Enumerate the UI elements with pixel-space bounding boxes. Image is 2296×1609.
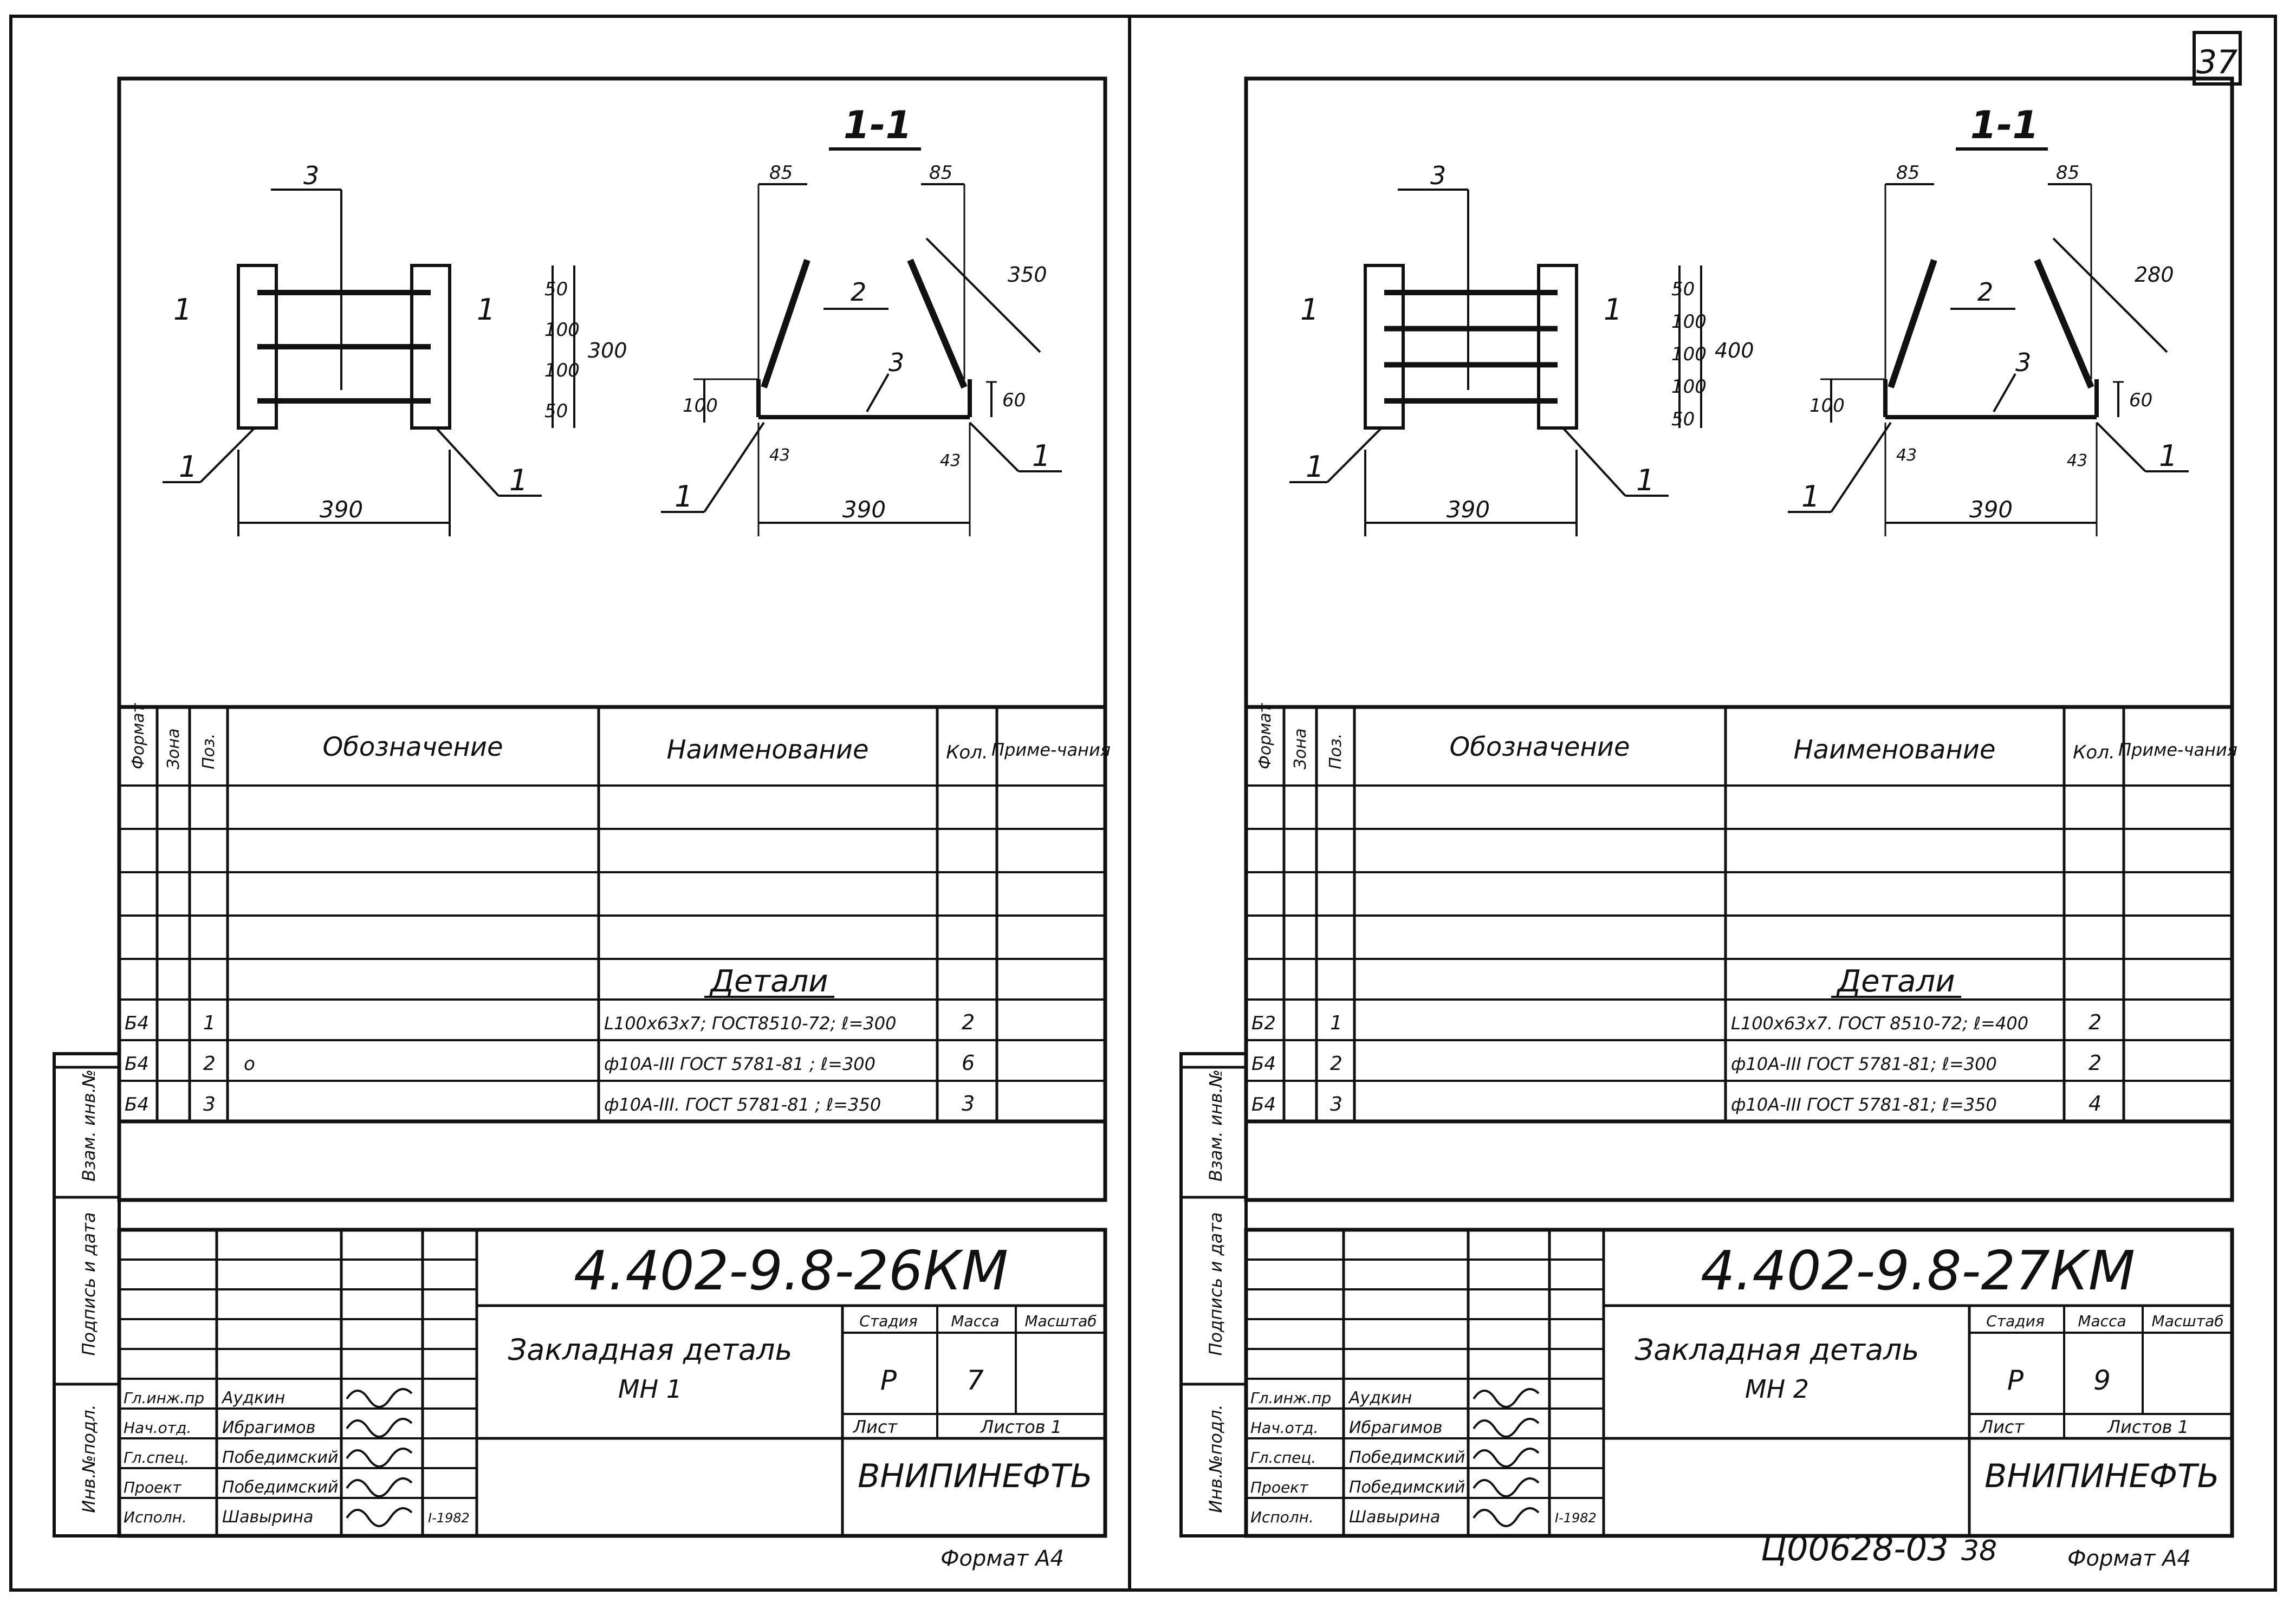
date-value: I-1982	[428, 1510, 470, 1526]
leader-line	[436, 428, 498, 496]
role-label: Исполн.	[1250, 1508, 1314, 1526]
format-note: Формат А4	[941, 1546, 1064, 1571]
document-code: 4.402-9.8-27КМ	[1700, 1239, 2136, 1302]
row-qty: 2	[962, 1010, 975, 1034]
header-pos: Поз.	[1326, 733, 1345, 769]
signer-name: Победимский	[222, 1448, 339, 1467]
row-name: ф10А-III ГОСТ 5781-81; ℓ=300	[1731, 1054, 1997, 1074]
row-format: Б2	[1251, 1013, 1276, 1034]
stage-header: Стадия	[1986, 1312, 2045, 1330]
role-label: Гл.спец.	[124, 1449, 190, 1467]
row-name: ф10А-III. ГОСТ 5781-81 ; ℓ=350	[604, 1094, 881, 1115]
signature	[347, 1389, 412, 1407]
signature	[347, 1478, 412, 1496]
title-line-1: Закладная деталь	[1635, 1333, 1919, 1367]
signature	[1474, 1419, 1539, 1437]
role-label: Проект	[124, 1478, 181, 1496]
leader-line	[200, 428, 255, 482]
role-label: Гл.инж.пр	[124, 1389, 205, 1407]
row-name: ф10А-III ГОСТ 5781-81; ℓ=350	[1731, 1094, 1997, 1115]
signature	[347, 1419, 412, 1437]
row-qty: 2	[2089, 1010, 2102, 1034]
signer-name: Шавырина	[1349, 1508, 1441, 1527]
row-name: L100x63x7; ГОСТ8510-72; ℓ=300	[604, 1013, 897, 1034]
section-dim: 85	[769, 162, 793, 184]
organization: ВНИПИНЕФТЬ	[1984, 1457, 2220, 1495]
plan-pos-label: 3	[303, 161, 320, 190]
header-zone: Зона	[1291, 728, 1310, 769]
scale-header: Масштаб	[1024, 1312, 1097, 1330]
plan-dim: 100	[1671, 376, 1707, 398]
section-dim: 100	[1809, 395, 1845, 417]
leader-line	[1831, 423, 1891, 512]
role-label: Проект	[1250, 1478, 1308, 1496]
bottom-page: 38	[1961, 1535, 1997, 1567]
role-label: Исполн.	[124, 1508, 187, 1526]
leader-label: 1	[509, 463, 528, 497]
plan-dim: 100	[544, 319, 580, 341]
row-pos: 1	[203, 1012, 216, 1034]
section-diag-dim: 280	[2135, 263, 2174, 287]
mass-header: Масса	[2078, 1312, 2126, 1330]
section-dim: 60	[2129, 390, 2153, 411]
role-label: Нач.отд.	[1250, 1419, 1319, 1437]
row-qty: 6	[962, 1051, 975, 1075]
header-name: Наименование	[666, 735, 869, 765]
row-qty: 3	[962, 1092, 975, 1115]
header-qty: Кол.	[946, 742, 988, 763]
header-designation: Обозначение	[1449, 732, 1630, 762]
plan-width-dim: 390	[1446, 496, 1490, 523]
scale-header: Масштаб	[2151, 1312, 2224, 1330]
cut-label: 1	[1604, 293, 1623, 327]
signer-name: Аудкин	[1349, 1389, 1412, 1407]
plan-dim: 50	[1671, 408, 1695, 430]
row-designation: о	[244, 1053, 255, 1075]
bar-2-right	[910, 260, 964, 387]
row-qty: 4	[2089, 1092, 2102, 1115]
plan-dim: 50	[544, 400, 568, 422]
row-qty: 2	[2089, 1051, 2102, 1075]
header-name: Наименование	[1793, 735, 1996, 765]
leader-label: 1	[1636, 463, 1655, 497]
signature	[1474, 1389, 1539, 1407]
bar-2-left	[1891, 260, 1934, 387]
section-dim: 85	[1896, 162, 1920, 184]
header-note: Приме-чания	[991, 739, 1111, 760]
row-pos: 2	[1330, 1053, 1342, 1075]
page-number: 37	[2196, 43, 2238, 81]
leader-label: 1	[1032, 439, 1051, 473]
section-bar3-label: 3	[888, 348, 905, 377]
format-note: Формат А4	[2067, 1546, 2191, 1571]
side-label: Взам. инв.№	[79, 1069, 99, 1182]
bar-2-left	[764, 260, 807, 387]
signer-name: Шавырина	[222, 1508, 314, 1527]
sheet-header: Лист	[853, 1417, 898, 1437]
side-label: Инв.№подл.	[79, 1404, 99, 1513]
row-pos: 3	[1330, 1093, 1342, 1115]
side-label: Инв.№подл.	[1205, 1404, 1226, 1513]
stage-value: Р	[880, 1365, 897, 1396]
signature	[347, 1508, 412, 1526]
plan-dim: 100	[544, 360, 580, 381]
leader-line	[867, 374, 888, 412]
mass-value: 9	[2093, 1365, 2111, 1396]
spec-section-label: Детали	[1837, 964, 1955, 999]
section-label: 1-1	[1970, 103, 2039, 147]
signer-name: Победимский	[222, 1478, 339, 1497]
title-line-1: Закладная деталь	[508, 1333, 793, 1367]
section-dim: 43	[2067, 451, 2088, 470]
title-line-2: МН 2	[1744, 1374, 1809, 1404]
section-dim: 85	[929, 162, 953, 184]
section-label: 1-1	[843, 103, 912, 147]
leader-label: 1	[2159, 439, 2178, 473]
mass-header: Масса	[951, 1312, 1000, 1330]
row-format: Б4	[125, 1053, 149, 1075]
plan-dim: 50	[544, 278, 568, 300]
leader-label: 1	[1801, 479, 1820, 514]
plan-total-dim: 400	[1715, 339, 1754, 362]
section-dim: 100	[683, 395, 718, 417]
side-label: Подпись и дата	[1205, 1212, 1226, 1356]
section-dim: 85	[2056, 162, 2080, 184]
plan-dim: 100	[1671, 311, 1707, 333]
section-bar2-label: 2	[1977, 277, 1994, 307]
section-bar3-label: 3	[2015, 348, 2032, 377]
header-format: Формат	[129, 703, 148, 769]
section-diag-dim: 350	[1008, 263, 1047, 287]
sheet-left	[54, 79, 1111, 1571]
side-label: Подпись и дата	[79, 1212, 99, 1356]
row-pos: 3	[203, 1093, 216, 1115]
leader-line	[1327, 428, 1382, 482]
signature	[1474, 1478, 1539, 1496]
side-label: Взам. инв.№	[1205, 1069, 1226, 1182]
header-format: Формат	[1256, 703, 1275, 769]
sheets-header: Листов 1	[2107, 1417, 2189, 1437]
section-width-dim: 390	[1969, 496, 2013, 523]
signer-name: Победимский	[1349, 1448, 1465, 1467]
plan-dim: 50	[1671, 278, 1695, 300]
leader-line	[1994, 374, 2015, 412]
header-zone: Зона	[164, 728, 183, 769]
plan-pos-label: 3	[1430, 161, 1447, 190]
leader-line	[704, 423, 764, 512]
signer-name: Ибрагимов	[1349, 1418, 1443, 1437]
header-note: Приме-чания	[2118, 739, 2238, 760]
date-value: I-1982	[1555, 1510, 1597, 1526]
plan-dim: 100	[1671, 343, 1707, 365]
row-format: Б4	[1251, 1053, 1276, 1075]
role-label: Гл.инж.пр	[1250, 1389, 1332, 1407]
row-name: L100x63x7. ГОСТ 8510-72; ℓ=400	[1731, 1013, 2029, 1034]
section-dim: 43	[769, 446, 790, 465]
cut-label: 1	[1300, 293, 1319, 327]
section-dim: 43	[940, 451, 961, 470]
row-name: ф10А-III ГОСТ 5781-81 ; ℓ=300	[604, 1054, 876, 1074]
leader-label: 1	[1306, 450, 1325, 484]
section-bar2-label: 2	[851, 277, 867, 307]
bar-2-right	[2037, 260, 2091, 387]
row-pos: 2	[203, 1053, 216, 1075]
role-label: Нач.отд.	[124, 1419, 192, 1437]
header-qty: Кол.	[2073, 742, 2115, 763]
leader-line	[2097, 423, 2145, 471]
plan-total-dim: 300	[588, 339, 627, 362]
header-designation: Обозначение	[322, 732, 503, 762]
cut-label: 1	[477, 293, 496, 327]
document-code: 4.402-9.8-26КМ	[573, 1239, 1009, 1302]
sheet-header: Лист	[1980, 1417, 2025, 1437]
signer-name: Ибрагимов	[222, 1418, 316, 1437]
leader-label: 1	[179, 450, 198, 484]
sheets-header: Листов 1	[980, 1417, 1062, 1437]
leader-line	[970, 423, 1019, 471]
row-format: Б4	[125, 1013, 149, 1034]
section-dim: 60	[1002, 390, 1026, 411]
leader-line	[1563, 428, 1625, 496]
stage-value: Р	[2007, 1365, 2024, 1396]
row-pos: 1	[1330, 1012, 1342, 1034]
spec-section-label: Детали	[710, 964, 828, 999]
row-format: Б4	[1251, 1094, 1276, 1115]
signature	[1474, 1508, 1539, 1526]
bottom-code: Ц00628-03	[1761, 1529, 1949, 1568]
title-line-2: МН 1	[618, 1374, 683, 1404]
stage-header: Стадия	[859, 1312, 918, 1330]
organization: ВНИПИНЕФТЬ	[858, 1457, 1093, 1495]
header-pos: Поз.	[199, 733, 218, 769]
signer-name: Победимский	[1349, 1478, 1465, 1497]
sheet-right	[1181, 79, 2237, 1571]
leader-label: 1	[674, 479, 693, 514]
section-dim: 43	[1896, 446, 1917, 465]
signer-name: Аудкин	[222, 1389, 286, 1407]
plan-width-dim: 390	[319, 496, 364, 523]
signature	[1474, 1449, 1539, 1467]
signature	[347, 1449, 412, 1467]
mass-value: 7	[967, 1365, 984, 1396]
cut-label: 1	[173, 293, 192, 327]
role-label: Гл.спец.	[1250, 1449, 1316, 1467]
row-format: Б4	[125, 1094, 149, 1115]
section-width-dim: 390	[842, 496, 886, 523]
